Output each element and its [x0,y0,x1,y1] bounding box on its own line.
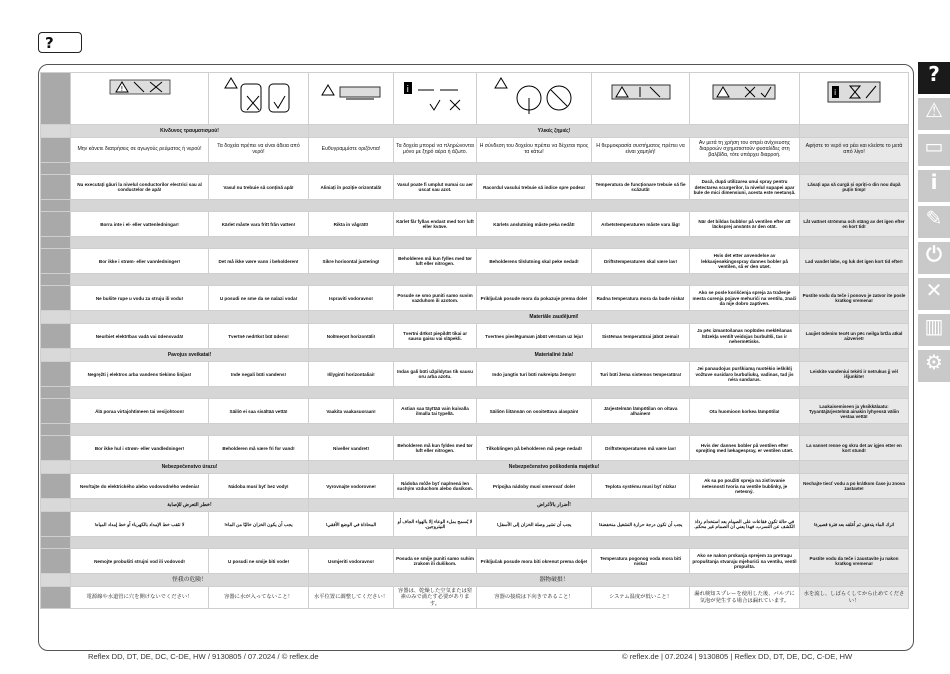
japanese-header-row: 怪我の危険！ 器物破損！ [41,574,909,587]
level-icon [316,81,386,111]
slovak-header-row: Nebezpečenstvo úrazu! Nebezpečenstvo poškodenia majetku! [41,461,909,474]
container-icon[interactable]: ▭ [918,134,950,166]
tools-icon[interactable]: ✕ [918,278,950,310]
greek-row: Μην κάνετε διατρήσεις σε αγωγούς ρεύματος ή νερού! Τα δοχεία πρέπει να είναι άδεια από νερό! Ευθυγραμμίστε οριζόντια! Τα δοχεία μπορεί να πληρώνονται μόνο με ξηρό αέρα ή άζωτο. Η σύνδεση του δοχείου πρέπει να δέχεται προς τα κάτω! Η θερμοκρασία συστήματος πρέπει να είναι χαμηλή! Αν μετά τη χρήση του σπρέι ανίχνευσης διαρροών σχηματιστούν φυσαλίδες στη βαλβίδα, τότε υπάρχει διαρροή. Αφήστε το νερό να ρέει και κλείστε το μετά από λίγο! [41,138,909,163]
connection-icon [489,74,579,118]
pictogram-level [309,73,394,125]
romanian-row: Nu executați găuri la nivelul conductorilor electrici sau al conductelor de apă! Vasul nu trebuie să conțină apă! Aliniați în poziție orizontală! Vasul poate fi umplut numai cu aer uscat sau azot. Racordul vasului trebuie să indice spre podea! Temperatura de funcționare trebuie să fie scăzută! Dacă, după utilizarea unui spray pentru detectarea scurgerilor, la nivelul supapei apar bule de mici dimensiuni, acesta este neetanșă. Lăsați apa să curgă și opriți-o din nou după puțin timp! [41,175,909,200]
lithuanian-header-row: Pavojus sveikatai! Materialinė žala! [41,349,909,362]
slovak-row: Nevŕtajte do elektrického alebo vodovodného vedenia! Nádoba musí byť bez vody! Vyrovnajte vodorovne! Nádoba môže byť naplnená len suchým vzduchom alebo dusíkom. Prípojka nádoby musí smerovať dole! Teplota systému musí byť nízka! Ak sa po použití spreja na zisťovanie netesností tvoria na ventile bublinky, je netesný. Nechajte tiecť vodu a po krátkom čase ju znova zastavte! [41,474,909,499]
arabic-row: لا تثقب خط الإمداد بالكهرباء أو خط إمداد المياه! يجب أن يكون الخزان خاليًا من الماء! المحاذاة في الوضع الأفقي! لا يُسمح بملء الوعاء إلا بالهواء الجاف أو النيتروجين. يجب أن تشير وصلة الخزان إلى الأسفل! يجب أن تكون درجة حرارة التشغيل منخفضة! في حالة تكون فقاعات على الصمام بعد استخدام رذاذ الكشف عن التسرب، فهذا يعني أن الصمام غير محكم. اترك الماء يتدفق، ثم أغلقه بعد فترة قصيرة! [41,512,909,537]
pictogram-connection-down [477,73,592,125]
pictogram-empty-vessel [209,73,309,125]
trash-icon[interactable]: ▥ [918,314,950,346]
warning-icon[interactable]: ⚠ [918,98,950,130]
danger-header: Κίνδυνος τραυματισμού! [71,125,309,138]
info-icon[interactable]: i [918,170,950,202]
footer-right: © reflex.de | 07.2024 | 9130805 | Reflex DD, DT, DE, DC, C-DE, HW [622,652,853,661]
help-box: ? [38,32,82,53]
pictogram-fill-gas [394,73,477,125]
footer-left: Reflex DD, DT, DE, DC, C-DE, HW / 9130805 / 07.2024 / © reflex.de [88,652,319,661]
swedish-row: Borra inte i el- eller vattenledningar! Kärlet måste vara fritt från vatten! Rikta in vågrätt! Kärlet får fyllas endast med torr luft eller kväve. Kärlets anslutning måste peka nedåt! Arbetstemperaturen måste vara låg! När det bildas bubblor på ventilen efter att läcksprej använts är den otät. Låt vattnet strömma och stäng av det igen efter en kort tid! [41,212,909,237]
spray-icon [705,81,785,111]
safety-table [40,72,909,609]
danish-row: Bor ikke hul i strøm- eller vandledninger! Beholderen må være fri for vand! Niveller vandret! Beholderen må kun fyldes med tør luft eller nitrogen. Tilkoblingen på beholderen må pege nedad! Driftstemperaturen må være lav! Hvis der dannes bobler på ventilen efter sprøjting med lækagespray, er ventilen utæt. La vannet renne og skru det av igjen etter en kort stund! [41,436,909,461]
material-header: Υλικές ζημιές! [309,125,800,138]
question-icon[interactable]: ? [918,62,950,94]
arabic-header-row: خطر التعرض للإصابة! أضرار بالأغراض! [41,499,909,512]
pictogram-drill [71,73,209,125]
finnish-row: Älä poraa virtajohtimeen tai vesijohtoon! Säiliö ei saa sisältää vettä! Vaakita vaakasuoraan! Astian saa täyttää vain kuivalla ilmalla tai typellä. Säiliön liitännän on osoitettava alaspäin! Järjestelmän lämpötilan on oltava alhainen! Ota huomioon korkea lämpötila! Laukaisemiseen ja yksikkälaatu: Tyyantäjärjestelmä ainakin lyhyessä väliin vestaa vettä! [41,399,909,424]
gear-icon[interactable]: ⚙ [918,350,950,382]
svg-text:!: ! [120,85,123,93]
svg-text:i: i [406,85,410,95]
japanese-row: 電源線や水道管に穴を開けないでください！ 容器に水が入ってないこと！ 水平位置に調整してください！ 容器は、乾燥した空気または窒素のみで満たす必要があります。 容器の接続は下向きであること！ システム温度が低いこと！ 漏れ検知スプレーを使用した後、バルブに気泡が発生する場合は漏れています。 水を流し、しばらくしてから止めてください！ [41,587,909,608]
vessel-icon [219,74,299,118]
svg-text:i: i [834,88,837,97]
pictogram-temperature [592,73,690,125]
pictogram-row [41,73,909,125]
croatian-row: Nemojte probušiti strujni vod ili vodovod! U posudi ne smije biti vode! Usmjeriti vodoravno! Posuda se smije puniti samo suhim zrakom ili dušikom. Priključak posude mora biti okrenut prema dolje! Temperatura pogonog voda mora biti niska! Ako se nakon prskanja sprejem za pretragu propuštanja stvaraju mjehurići na ventilu, ventil propušta. Pustite vodu da teče i zaustavite ju nakon kratkog vremena! [41,549,909,574]
thermometer-icon [606,81,676,111]
latvian-row: Neurbiet elektrības vadā vai ūdensvadā! Tvertnē nedrīkst būt ūdens! Nolīmeņot horizontāli! Tvertni drīkst piepildīt tikai ar sausu gaisu vai slāpekli. Tvertnes pieslēgumam jābūt vērstam uz leju! Sistēmas temperatūrai jābūt zemai! Ja pēc izmantošanas noplūdes meklēšanas līdzekļa ventilī veidojas burbulīši, tas ir nehermētisks. Laujiet ūdenim tecēt un pēc neilga brīža atkal aizveriet! [41,324,909,349]
greek-header-row [41,125,909,138]
norwegian-row: Bor ikke i strøm- eller vannledninger! Det må ikke være vann i beholderen! Sikre horisontal justering! Beholderen må kun fylles med tør luft eller nitrogen. Beholderens tilslutning skal peke nedad! Driftstemperaturen skal være lav! Hvis det etter anvendelse av lekkasjesøkingsspray dannes bobler på ventilen, så er den utæt. Lad vandet løbe, og luk det igen kort tid efter! [41,249,909,274]
serbian-row: Ne bušite rupe u vodu za struju ili vodu! U posudi ne sme da se nalazi voda! Ispraviti vodoravno! Posude se smo puniti samo suvim vazduhom ili azotom. Priključak posude mora da pokazuje prema dole! Radna temperatura mora da bude niska! Ako se posle korišćenja spreja za traženje mesta curenja pojave mehurići na ventilu, znači da nije dobro zaptiven. Pustite vodu da teče i ponovo je zatvor ite posle kratkog vremena! [41,286,909,311]
info-icon [400,78,470,114]
latvian-header-row: Materiāle zaudējumi! [41,311,909,324]
power-icon[interactable]: ⏻ [918,242,950,274]
wrench-icon[interactable]: ✎ [918,206,950,238]
pictogram-leak-spray [690,73,800,125]
warning-icon [100,76,180,116]
right-nav [918,62,950,386]
lithuanian-row: Negręžti į elektros arba vandens tiekimo linijas! Inde negali būti vandens! Išlyginti horizontaliai! Indas gali būti užpildytas tik sausu oru arba azotu. Indo jungtis turi būti nukreipta žemyn! Turi būti žema sistemos temperatūra! Jei panaudojus purškiamą nuotėkio ieškiklį vožtuve susidaro burbuliukų, vadinas, tad jis nėra sandarus. Leiskite vandeniui tekėti ir netrukus jį vėl išjunkite! [41,362,909,387]
hourglass-icon [814,78,894,114]
pictogram-drain [800,73,909,125]
